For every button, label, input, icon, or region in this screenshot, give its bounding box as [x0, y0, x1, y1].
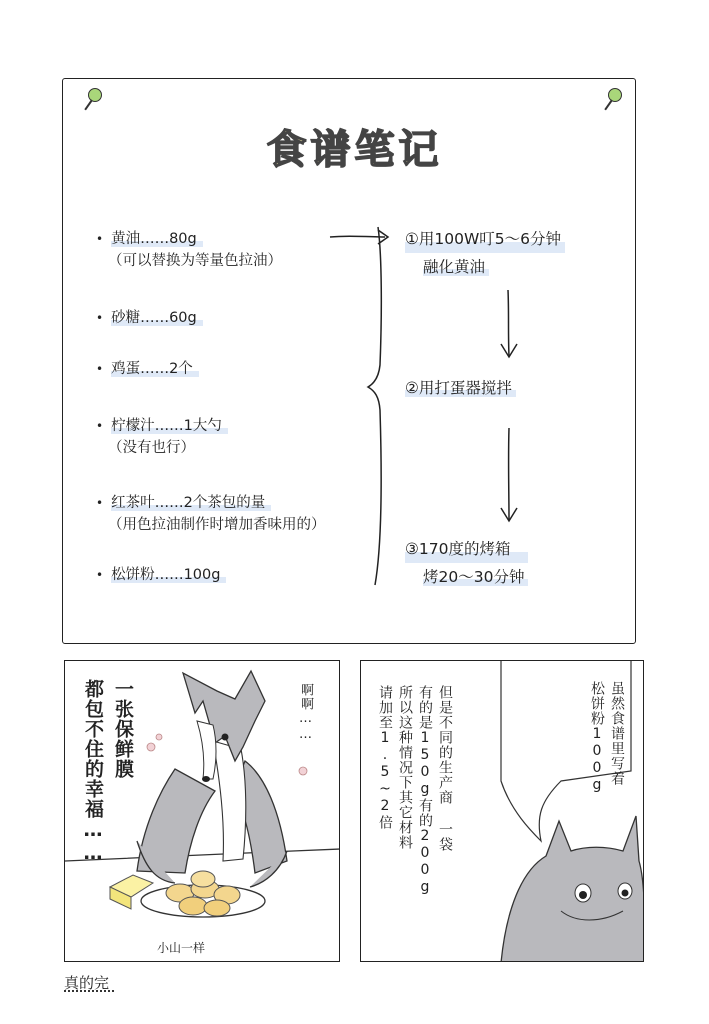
recipe-brace-arrow	[320, 215, 410, 595]
step-text: ③170度的烤箱	[405, 535, 528, 563]
bubble-line: 请加至1.5~2倍	[377, 685, 393, 830]
step-text: 融化黄油	[423, 258, 489, 276]
caption-happiness: 都包不住的幸福……	[82, 679, 104, 865]
ingredient-lemon	[96, 415, 228, 459]
bullet-icon: •	[96, 362, 104, 376]
speech-bubble-text	[587, 681, 627, 951]
recipe-title: 食谱笔记	[266, 127, 443, 173]
bubble-line: 松饼粉100g	[589, 681, 605, 794]
comic-panel-right	[360, 660, 644, 962]
bubble-line: 有的是150g有的200g	[417, 685, 433, 896]
ingredient-name: 柠檬汁……1大勺	[111, 418, 228, 434]
narration-text	[375, 685, 455, 955]
ingredient-note: （用色拉油制作时增加香味用的）	[108, 517, 326, 533]
down-arrow-icon	[495, 288, 525, 362]
bubble-line: 但是不同的生产商 一袋	[437, 685, 453, 852]
sfx-text: 啊啊……	[298, 683, 313, 743]
plate-label: 小山一样	[157, 941, 206, 955]
step-text: ②用打蛋器搅拌	[405, 379, 516, 397]
step-2	[405, 374, 516, 402]
step-1	[405, 225, 565, 281]
end-dots	[64, 990, 114, 992]
ingredient-name: 红茶叶……2个茶包的量	[111, 495, 271, 511]
ingredient-name: 松饼粉……100g	[111, 567, 226, 583]
down-arrow-icon	[495, 426, 525, 526]
bullet-icon: •	[96, 311, 104, 325]
caption-plastic-wrap: 一张保鲜膜	[112, 679, 134, 779]
end-text: 真的完	[64, 974, 110, 992]
bubble-line: 虽然食谱里写着	[609, 681, 625, 786]
step-3	[405, 535, 528, 591]
bullet-icon: •	[96, 496, 104, 510]
step-text: ①用100W叮5～6分钟	[405, 225, 565, 253]
comic-panel-left	[64, 660, 340, 962]
ingredient-butter	[96, 228, 282, 272]
ingredient-note: （没有也行）	[108, 440, 195, 456]
ingredient-note: （可以替换为等量色拉油）	[108, 253, 282, 269]
bullet-icon: •	[96, 419, 104, 433]
step-text: 烤20～30分钟	[423, 568, 528, 586]
bubble-line: 所以这种情况下其它材料	[397, 685, 413, 850]
ingredient-egg	[96, 358, 199, 380]
ingredient-name: 砂糖……60g	[111, 310, 203, 326]
ingredient-pancake-mix	[96, 564, 226, 586]
ingredient-sugar	[96, 307, 203, 329]
bullet-icon: •	[96, 568, 104, 582]
bullet-icon: •	[96, 232, 104, 246]
ingredient-name: 黄油……80g	[111, 231, 203, 247]
ingredient-tea	[96, 492, 326, 536]
ingredient-name: 鸡蛋……2个	[111, 361, 199, 377]
